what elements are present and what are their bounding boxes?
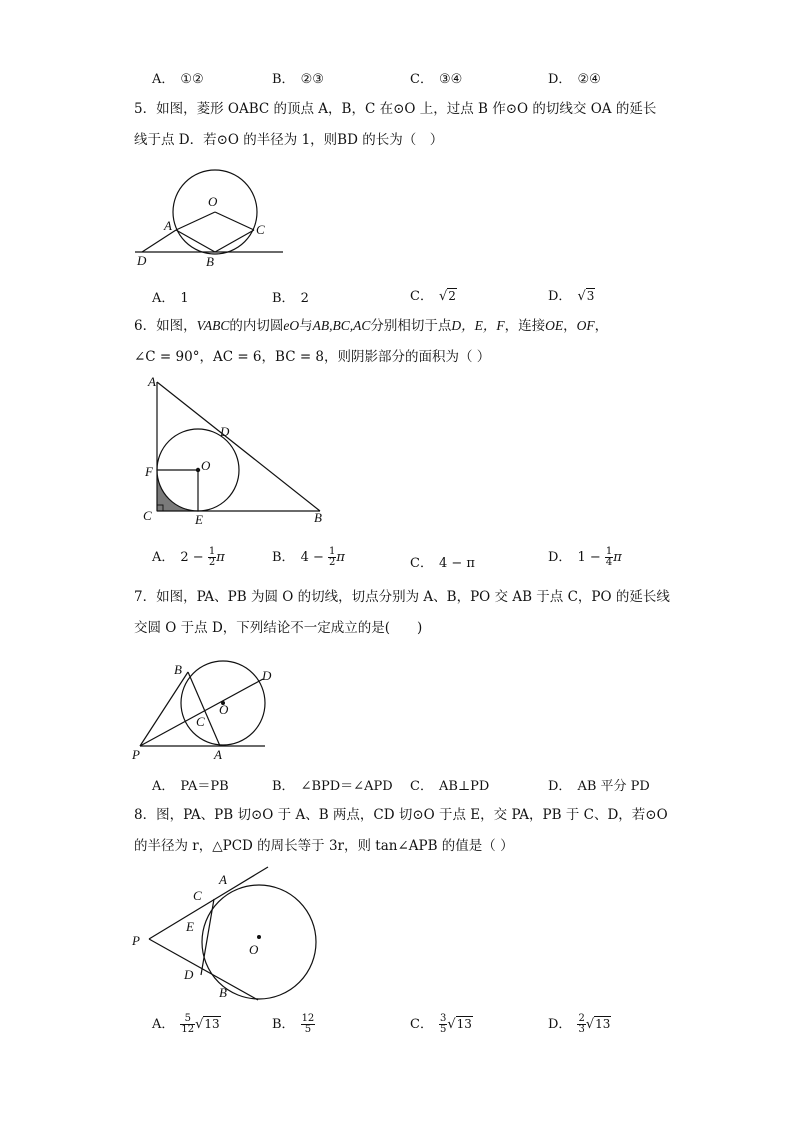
q7-label-p: P [132, 747, 140, 762]
q7-label-a: A [214, 747, 222, 762]
q5-line2: 线于点 D．若⊙O 的半径为 1，则BD 的长为（ ） [134, 132, 444, 148]
q6-option-a: A． 2 − $\frac{1}{2}$ π [152, 546, 225, 568]
q7-line1: 7．如图，PA、PB 为圆 O 的切线，切点分别为 A、B，PO 交 AB 于点 C，PO 的延长线 [134, 589, 670, 605]
q8-option-a: A． $\frac{5}{12}$ √13 [152, 1013, 220, 1035]
q6-label-d: D [220, 424, 230, 439]
q4-option-d: D． ②④ [548, 72, 601, 87]
q8-line1: 8．图，PA、PB 切⊙O 于 A、B 两点，CD 切⊙O 于点 E，交 PA，PB 于 C、D，若⊙O [134, 807, 668, 823]
q8-label-e: E [186, 919, 194, 934]
q7-label-b: B [174, 662, 182, 677]
q6-line1: 6．如图，VABC的内切圆eO与AB,BC,AC分别相切于点D，E，F，连接OE，OF， [134, 318, 609, 334]
q4-option-b: B． ②③ [272, 72, 324, 87]
q8-label-o: O [249, 942, 259, 957]
q7-label-o: O [219, 702, 229, 717]
q5-line1: 5．如图，菱形 OABC 的顶点 A，B，C 在⊙O 上，过点 B 作⊙O 的切线交 OA 的延长 [134, 101, 657, 117]
q6-label-c: C [143, 508, 152, 523]
q5-figure [130, 160, 290, 272]
q5-option-d: D． √3 [548, 289, 595, 304]
q8-figure [128, 862, 328, 1004]
q6-stem [134, 310, 674, 373]
q6-option-c: C． 4 − π [410, 556, 475, 571]
q7-figure [130, 650, 280, 762]
q8-option-b: B． $\frac{12}{5}$ [272, 1013, 315, 1035]
q7-option-c: C． AB⊥PD [410, 779, 490, 794]
q7-option-d: D． AB 平分 PD [548, 779, 650, 794]
q5-label-b: B [206, 254, 214, 269]
q8-line2: 的半径为 r，△PCD 的周长等于 3r，则 tan∠APB 的值是（ ） [134, 838, 514, 854]
q5-label-a: A [164, 218, 172, 233]
q7-label-c: C [196, 714, 205, 729]
q7-stem [134, 582, 674, 644]
q6-option-d: D． 1 − $\frac{1}{4}$ π [548, 546, 622, 568]
q7-option-b: B． ∠BPD＝∠APD [272, 779, 393, 794]
q8-label-b: B [219, 985, 227, 1000]
q8-label-a: A [219, 872, 227, 887]
q7-label-d: D [262, 668, 272, 683]
q6-label-f: F [145, 464, 153, 479]
q6-label-b: B [314, 510, 322, 525]
q6-line2: ∠C = 90°，AC = 6，BC = 8，则阴影部分的面积为（ ） [134, 349, 491, 365]
q4-option-c: C． ③④ [410, 72, 463, 87]
q5-option-c: C． √2 [410, 289, 456, 304]
q5-option-b: B． 2 [272, 291, 309, 306]
q8-option-c: C． $\frac{3}{5}$ √13 [410, 1013, 472, 1035]
q7-option-a: A． PA＝PB [152, 779, 229, 794]
q8-option-d: D． $\frac{2}{3}$ √13 [548, 1013, 611, 1035]
q6-label-e: E [195, 512, 203, 527]
q6-label-a: A [148, 374, 156, 389]
q6-option-b: B． 4 − $\frac{1}{2}$ π [272, 546, 345, 568]
q5-label-o: O [208, 194, 218, 209]
q8-label-c: C [193, 888, 202, 903]
q5-stem [134, 94, 674, 156]
q5-option-a: A． 1 [152, 291, 189, 306]
q5-label-c: C [256, 222, 265, 237]
q8-label-d: D [184, 967, 194, 982]
q6-label-o: O [201, 458, 211, 473]
q5-label-d: D [137, 253, 147, 268]
q8-label-p: P [132, 933, 140, 948]
q8-stem [134, 800, 674, 862]
q6-figure [140, 372, 340, 530]
q4-option-a: A． ①② [152, 72, 204, 87]
q7-line2: 交圆 O 于点 D，下列结论不一定成立的是( ) [134, 620, 423, 636]
